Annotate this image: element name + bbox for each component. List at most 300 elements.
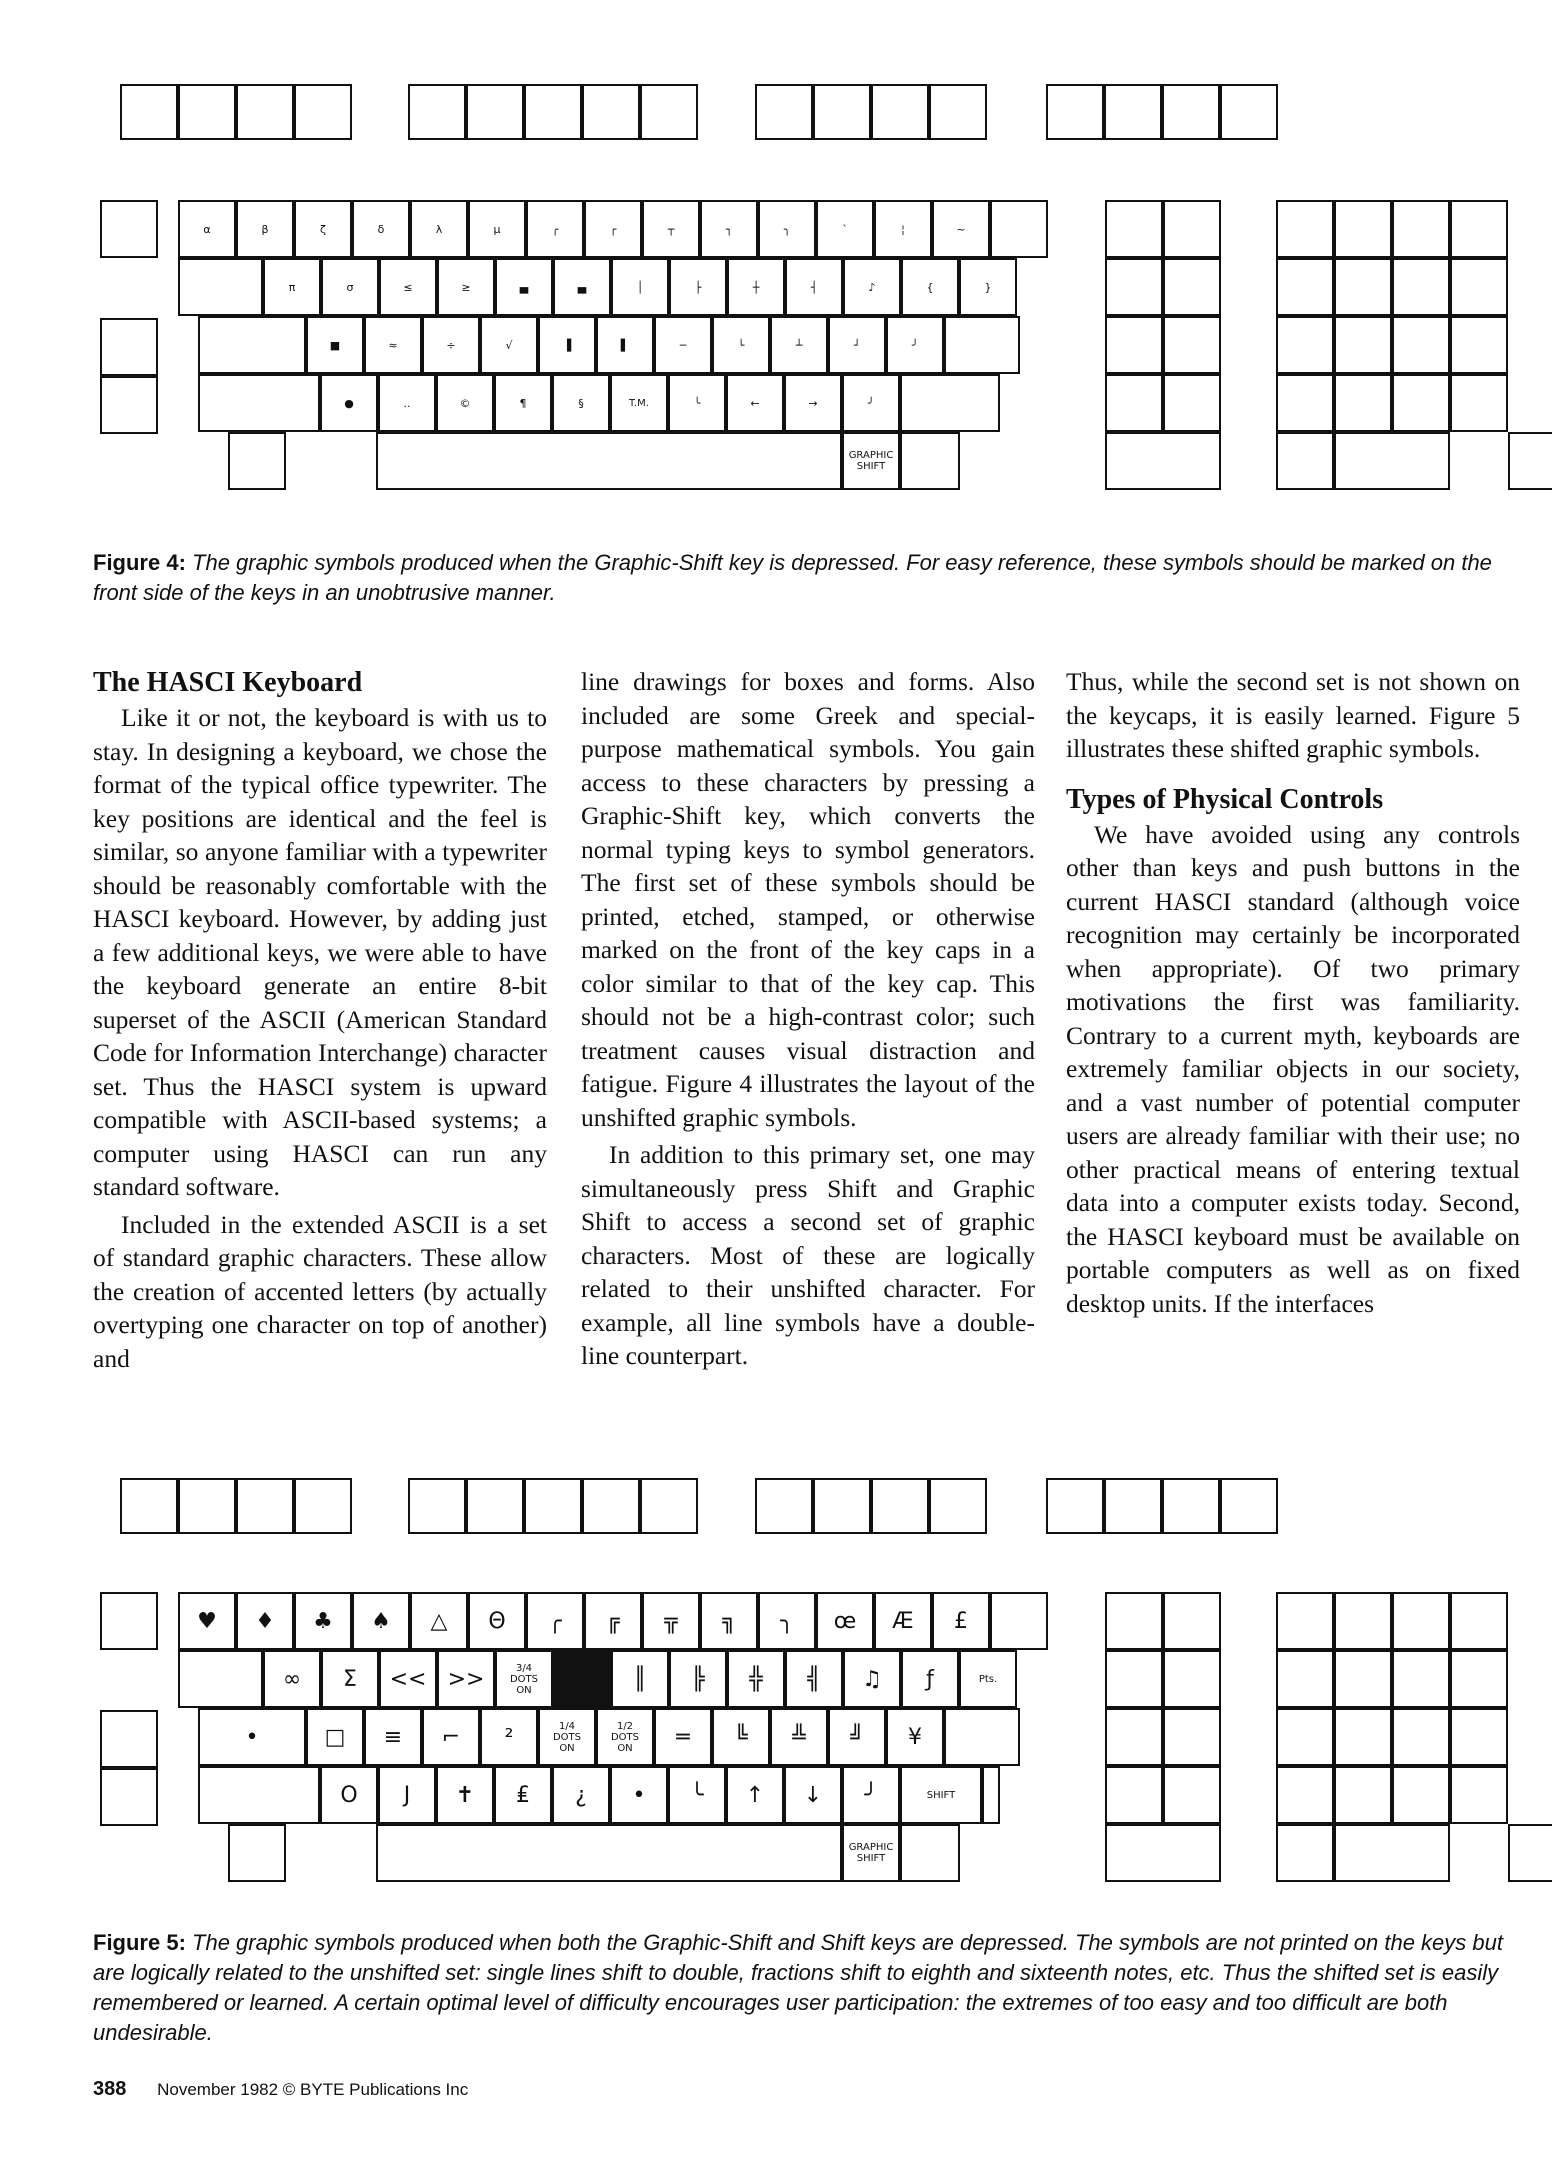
- symbol-key: [480, 316, 538, 374]
- function-key: [466, 1478, 524, 1534]
- figure-4-keyboard: [0, 0, 1552, 500]
- key-label: T.M.: [629, 397, 649, 409]
- column-2: [581, 665, 1035, 1373]
- pad-key: [1163, 1766, 1221, 1824]
- key-label: ┼: [752, 280, 760, 294]
- key-label: £: [954, 1608, 968, 1634]
- key-label: ╚: [734, 1724, 748, 1750]
- heading-hasci-keyboard: The HASCI Keyboard: [93, 667, 363, 698]
- symbol-key: [611, 258, 669, 316]
- symbol-key: [816, 1592, 874, 1650]
- key-label: ╩: [792, 1724, 806, 1750]
- pad-key: [1450, 1650, 1508, 1708]
- figure-4-caption-text: The graphic symbols produced when the Graphic-Shift key is depressed. For easy reference, these symbols should be marked on the front side of the keys in an unobtrusive manner.: [93, 550, 1492, 605]
- pad-key: [1105, 1650, 1163, 1708]
- symbol-key: [727, 258, 785, 316]
- bottom-key: [228, 1824, 286, 1882]
- pad-key: [1105, 1592, 1163, 1650]
- key-label: ═: [676, 1724, 690, 1750]
- key-label: ~: [956, 222, 966, 236]
- paragraph-3: In addition to this primary set, one may simultaneously press Shift and Graphic Shift to access a second set of graphic characters. Most of these are logically related to their unshifted character. For example, all line symbols have a double-line counterpart.: [581, 1140, 1035, 1370]
- side-key: [100, 200, 158, 258]
- pad-key: [1450, 316, 1508, 374]
- symbol-key: [468, 200, 526, 258]
- key-label: □: [324, 1724, 346, 1750]
- symbol-key: [712, 316, 770, 374]
- function-key: [236, 84, 294, 140]
- symbol-key: [770, 1708, 828, 1766]
- pad-key: [1105, 432, 1221, 490]
- symbol-key: [410, 200, 468, 258]
- key-label: ╬: [749, 1666, 763, 1692]
- side-key: [100, 1592, 158, 1650]
- function-key: [178, 1478, 236, 1534]
- key-label: ©: [459, 396, 471, 410]
- key-label: <<: [389, 1666, 427, 1692]
- function-key: [1046, 84, 1104, 140]
- pad-key: [1392, 374, 1450, 432]
- function-key: [871, 1478, 929, 1534]
- key-label: ─: [679, 338, 687, 352]
- symbol-key: [422, 1708, 480, 1766]
- pad-key: [1334, 1766, 1392, 1824]
- figure-5-caption: [93, 1928, 1518, 2048]
- key-label: ƒ: [926, 1666, 934, 1692]
- pad-key: [1334, 432, 1450, 490]
- pad-key: [1334, 1708, 1392, 1766]
- symbol-key: [843, 1650, 901, 1708]
- key-label: ♦: [255, 1608, 275, 1634]
- symbol-key: [959, 258, 1017, 316]
- key-label: ╯: [911, 338, 919, 352]
- key-label: α: [203, 222, 211, 236]
- key-label: ²: [504, 1724, 514, 1750]
- pad-key: [1450, 1592, 1508, 1650]
- pad-key: [1392, 1708, 1450, 1766]
- key-label: >>: [447, 1666, 485, 1692]
- symbol-key: [584, 200, 642, 258]
- key-label: O: [340, 1782, 358, 1808]
- symbol-key: [495, 258, 553, 316]
- shift-key: [900, 374, 1000, 432]
- function-key: [524, 84, 582, 140]
- function-key: [120, 1478, 178, 1534]
- paragraph-2: Included in the extended ASCII is a set of standard graphic characters. These allow the creation of accented letters (by actually overtyping one character on top of another) and: [93, 1209, 547, 1373]
- key-label: ♣: [313, 1608, 333, 1634]
- side-key: [100, 376, 158, 434]
- function-key: [755, 84, 813, 140]
- shift-key: [198, 1766, 320, 1824]
- key-label: ¦: [901, 222, 905, 236]
- key-label: ╮: [783, 222, 791, 236]
- key-label: ↓: [803, 1782, 823, 1808]
- function-key: [1104, 84, 1162, 140]
- key-label: ♠: [371, 1608, 391, 1634]
- key-label: ¥: [908, 1724, 922, 1750]
- key-label: §: [578, 396, 584, 410]
- pad-key: [1334, 316, 1392, 374]
- pad-key: [1276, 1766, 1334, 1824]
- key-label: ╭: [551, 222, 559, 236]
- key-label: ┤: [810, 280, 818, 294]
- pad-key: [1163, 1650, 1221, 1708]
- symbol-key: [468, 1592, 526, 1650]
- symbol-key: [610, 374, 668, 432]
- symbol-key: [437, 1650, 495, 1708]
- return-key: [944, 1708, 1020, 1766]
- key-label: ┴: [795, 338, 803, 352]
- key-label: ┘: [853, 338, 861, 352]
- symbol-key: [886, 316, 944, 374]
- function-key: [813, 84, 871, 140]
- symbol-key: [320, 1766, 378, 1824]
- pad-key: [1334, 1650, 1392, 1708]
- key-label: ▄: [577, 280, 587, 294]
- symbol-key: [552, 1766, 610, 1824]
- key-label: SHIFT: [926, 1789, 956, 1801]
- pad-key: [1392, 316, 1450, 374]
- pad-key: [1276, 1708, 1334, 1766]
- key-label: σ: [346, 280, 354, 294]
- symbol-key: [874, 200, 932, 258]
- tab-key: [178, 1650, 263, 1708]
- key-label: {: [926, 280, 934, 294]
- figure-5-label: Figure 5:: [93, 1930, 186, 1955]
- symbol-key: [320, 374, 378, 432]
- symbol-key: [178, 200, 236, 258]
- key-label: ╯: [864, 1782, 878, 1808]
- key-label: ..: [403, 396, 411, 410]
- side-key: [100, 318, 158, 376]
- graphic-shift-key: [842, 1824, 900, 1882]
- function-key: [871, 84, 929, 140]
- bottom-key: [900, 1824, 960, 1882]
- pad-key: [1105, 200, 1163, 258]
- caps-key: [198, 1708, 306, 1766]
- return-key: [944, 316, 1020, 374]
- symbol-key: [654, 316, 712, 374]
- pad-key: [1105, 1824, 1221, 1882]
- symbol-key: [553, 1650, 611, 1708]
- symbol-key: [306, 316, 364, 374]
- key-label: ←: [750, 396, 760, 410]
- symbol-key: [321, 1650, 379, 1708]
- symbol-key: [901, 1650, 959, 1708]
- pad-key: [1276, 316, 1334, 374]
- symbol-key: [843, 258, 901, 316]
- key-label: ▄: [519, 280, 529, 294]
- symbol-key: [712, 1708, 770, 1766]
- symbol-key: [436, 1766, 494, 1824]
- key-label: ζ: [320, 222, 326, 236]
- symbol-key: [422, 316, 480, 374]
- key-label: ✝: [455, 1782, 475, 1808]
- symbol-key: [379, 258, 437, 316]
- symbol-key: [236, 200, 294, 258]
- function-key: [1220, 1478, 1278, 1534]
- symbol-key: [236, 1592, 294, 1650]
- symbol-key: [364, 1708, 422, 1766]
- symbol-key: [727, 1650, 785, 1708]
- symbol-key: [758, 1592, 816, 1650]
- page-number: 388: [93, 2078, 127, 2100]
- symbol-key: [828, 1708, 886, 1766]
- symbol-key: [552, 374, 610, 432]
- side-key: [100, 1710, 158, 1768]
- key-label: œ: [833, 1608, 857, 1634]
- symbol-key: [785, 1650, 843, 1708]
- function-key: [640, 84, 698, 140]
- symbol-key: [538, 316, 596, 374]
- symbol-key: [784, 374, 842, 432]
- symbol-key: [538, 1708, 596, 1766]
- symbol-key: [379, 1650, 437, 1708]
- key-label: μ: [493, 222, 501, 236]
- pad-key: [1105, 1708, 1163, 1766]
- pad-key: [1392, 1650, 1450, 1708]
- pad-key: [1334, 374, 1392, 432]
- key: [990, 1592, 1048, 1650]
- key-label: }: [984, 280, 992, 294]
- key-label: ∞: [282, 1666, 302, 1692]
- pad-key: [1276, 374, 1334, 432]
- function-key: [408, 84, 466, 140]
- pad-key: [1392, 1766, 1450, 1824]
- symbol-key: [828, 316, 886, 374]
- pad-key: [1450, 1708, 1508, 1766]
- key-label: Pts.: [978, 1673, 998, 1685]
- function-key: [120, 84, 178, 140]
- symbol-key: [526, 200, 584, 258]
- paragraph-4: We have avoided using any controls other than keys and push buttons in the current HASCI standard (although voice recognition may certainly be incorporated when appropriate). Of two primary motivations the first was familiarity. Contrary to a current myth, keyboards are extremely familiar objects in our society, and a vast number of potential computer users are already familiar with their use; no other practical means of entering textual data into a computer exists today. Second, the HASCI keyboard must be available on portable computers as well as on fixed desktop units. If the interfaces: [1066, 819, 1520, 1318]
- pad-key: [1334, 1824, 1450, 1882]
- key-label: ♫: [862, 1666, 882, 1692]
- key-label: ●: [344, 396, 354, 410]
- key-label: ≡: [383, 1724, 403, 1750]
- key-label: ↑: [745, 1782, 765, 1808]
- function-key: [524, 1478, 582, 1534]
- pad-key: [1508, 1824, 1552, 1882]
- symbol-key: [410, 1592, 468, 1650]
- key-label: ╰: [690, 1782, 704, 1808]
- function-key: [1046, 1478, 1104, 1534]
- shift-key: [198, 374, 320, 432]
- key-label: →: [808, 396, 818, 410]
- pad-key: [1276, 1650, 1334, 1708]
- key-label: •: [632, 1782, 646, 1808]
- symbol-key: [553, 258, 611, 316]
- pad-key: [1276, 432, 1334, 490]
- symbol-key: [494, 1766, 552, 1824]
- symbol-key: [669, 258, 727, 316]
- function-key: [929, 84, 987, 140]
- key-label: ╮: [780, 1608, 794, 1634]
- symbol-key: [785, 258, 843, 316]
- heading-physical-controls: Types of Physical Controls: [1066, 783, 1384, 815]
- symbol-key: [437, 258, 495, 316]
- symbol-key: [842, 374, 900, 432]
- symbol-key: [610, 1766, 668, 1824]
- key-label: ║: [633, 1666, 647, 1692]
- figure-4-caption: [93, 548, 1518, 608]
- symbol-key: [263, 1650, 321, 1708]
- function-key: [466, 84, 524, 140]
- symbol-key: [654, 1708, 712, 1766]
- key-label: ┬: [667, 222, 675, 236]
- key-label: ├: [694, 280, 702, 294]
- paragraph-2-continued: line drawings for boxes and forms. Also included are some Greek and special-purpose mathematical symbols. You gain access to these characters by pressing a Graphic-Shift key, which converts the normal typing keys to symbol generators. The first set of these symbols should be printed, etched, stamped, or otherwise marked on the front of the key caps in a color similar to that of the key cap. This should not be a high-contrast color; such treatment causes visual distraction and fatigue. Figure 4 illustrates the layout of the unshifted graphic symbols.: [581, 667, 1035, 1132]
- pad-key: [1392, 258, 1450, 316]
- paragraph-3-continued: Thus, while the second set is not shown on the keycaps, it is easily learned. Figure 5 illustrates these shifted graphic symbols.: [1066, 667, 1520, 763]
- symbol-key: [700, 200, 758, 258]
- key-label: ≤: [403, 280, 413, 294]
- key-label: ╯: [867, 396, 875, 410]
- bottom-key: [228, 432, 286, 490]
- symbol-key: [596, 316, 654, 374]
- pad-key: [1450, 374, 1508, 432]
- pad-key: [1276, 200, 1334, 258]
- function-key: [178, 84, 236, 140]
- function-key: [408, 1478, 466, 1534]
- pad-key: [1334, 1592, 1392, 1650]
- symbol-key: [263, 258, 321, 316]
- pad-key: [1163, 1708, 1221, 1766]
- symbol-key: [378, 1766, 436, 1824]
- function-key: [1162, 84, 1220, 140]
- key-label: │: [636, 280, 644, 294]
- symbol-key: [306, 1708, 364, 1766]
- key-label: △: [430, 1608, 448, 1634]
- pad-key: [1105, 258, 1163, 316]
- key-label: ♥: [197, 1608, 217, 1634]
- symbol-key: [526, 1592, 584, 1650]
- key-label: ₤: [516, 1782, 530, 1808]
- figure-5-keyboard: [0, 1470, 1552, 1890]
- space-bar: [376, 432, 842, 490]
- function-key: [1220, 84, 1278, 140]
- key-label: •: [245, 1724, 259, 1750]
- key-label: ■: [329, 338, 341, 352]
- symbol-key: [770, 316, 828, 374]
- pad-key: [1163, 200, 1221, 258]
- pad-key: [1450, 258, 1508, 316]
- key-label: ▐: [562, 338, 572, 352]
- symbol-key: [700, 1592, 758, 1650]
- key-label: ╦: [664, 1608, 678, 1634]
- symbol-key: [642, 1592, 700, 1650]
- pad-key: [1163, 258, 1221, 316]
- function-key: [582, 1478, 640, 1534]
- symbol-key: [900, 1766, 982, 1824]
- pad-key: [1334, 200, 1392, 258]
- key-label: ╣: [807, 1666, 821, 1692]
- key-label: Σ: [343, 1666, 357, 1692]
- function-key: [1104, 1478, 1162, 1534]
- key: [990, 200, 1048, 258]
- pad-key: [1105, 374, 1163, 432]
- symbol-key: [495, 1650, 553, 1708]
- symbol-key: [178, 1592, 236, 1650]
- key-label: √: [505, 338, 513, 352]
- symbol-key: [784, 1766, 842, 1824]
- tab-key: [178, 258, 263, 316]
- shift-key: [982, 1766, 1000, 1824]
- key-label: ♪: [868, 280, 876, 294]
- key-label: ┐: [725, 222, 733, 236]
- symbol-key: [932, 1592, 990, 1650]
- pad-key: [1392, 1592, 1450, 1650]
- key-label: 1/4 DOTS ON: [552, 1720, 582, 1754]
- key-label: ⌐: [441, 1724, 461, 1750]
- pad-key: [1276, 1824, 1334, 1882]
- function-key: [929, 1478, 987, 1534]
- key-label: ╰: [693, 396, 701, 410]
- symbol-key: [596, 1708, 654, 1766]
- symbol-key: [494, 374, 552, 432]
- symbol-key: [886, 1708, 944, 1766]
- symbol-key: [669, 1650, 727, 1708]
- key-label: ÷: [446, 338, 456, 352]
- pad-key: [1276, 1592, 1334, 1650]
- key-label: Æ: [892, 1608, 914, 1634]
- side-key: [100, 1768, 158, 1826]
- key-label: ╗: [722, 1608, 736, 1634]
- key-label: ¶: [519, 396, 527, 410]
- figure-5-caption-text: The graphic symbols produced when both the Graphic-Shift and Shift keys are depressed. The symbols are not printed on the keys but are logically related to the unshifted set: single lines shift to double, fractions shift to eighth and sixteenth notes, etc. Thus the shifted set is easily remembered or learned. A certain optimal level of difficulty encourages user participation: the extremes of too easy and too difficult are both undesirable.: [93, 1930, 1503, 2045]
- pad-key: [1450, 1766, 1508, 1824]
- function-key: [813, 1478, 871, 1534]
- column-3: [1066, 665, 1520, 1320]
- symbol-key: [364, 316, 422, 374]
- symbol-key: [294, 1592, 352, 1650]
- pad-key: [1105, 316, 1163, 374]
- symbol-key: [584, 1592, 642, 1650]
- symbol-key: [611, 1650, 669, 1708]
- key-label: └: [737, 338, 745, 352]
- symbol-key: [352, 200, 410, 258]
- column-1: [93, 665, 547, 1375]
- key-label: 1/2 DOTS ON: [610, 1720, 640, 1754]
- page-footer: [93, 2078, 468, 2101]
- symbol-key: [294, 200, 352, 258]
- bottom-key: [900, 432, 960, 490]
- symbol-key: [842, 1766, 900, 1824]
- pad-key: [1276, 258, 1334, 316]
- key-label: ≥: [461, 280, 471, 294]
- key-label: ╔: [606, 1608, 620, 1634]
- caps-key: [198, 316, 306, 374]
- function-key: [582, 84, 640, 140]
- symbol-key: [378, 374, 436, 432]
- paragraph-1: Like it or not, the keyboard is with us to stay. In designing a keyboard, we chose the format of the typical office typewriter. The key positions are identical and the feel is similar, so anyone familiar with a typewriter should be reasonably comfortable with the HASCI keyboard. However, by adding just a few additional keys, we were able to have the keyboard generate an entire 8-bit superset of the ASCII (American Standard Code for Information Interchange) character set. Thus the HASCI system is upward compatible with ASCII-based systems; a computer using HASCI can run any standard software.: [93, 703, 547, 1201]
- key-label: 3/4 DOTS ON: [509, 1662, 539, 1696]
- key-label: ╝: [850, 1724, 864, 1750]
- symbol-key: [642, 200, 700, 258]
- symbol-key: [816, 200, 874, 258]
- symbol-key: [352, 1592, 410, 1650]
- key-label: π: [288, 280, 296, 294]
- key-label: δ: [377, 222, 385, 236]
- pad-key: [1163, 1592, 1221, 1650]
- key-label: ┌: [609, 222, 617, 236]
- key-label: `: [842, 222, 848, 236]
- key-label: ╠: [691, 1666, 705, 1692]
- graphic-shift-key: [842, 432, 900, 490]
- key-label: ≈: [388, 338, 398, 352]
- pad-key: [1334, 258, 1392, 316]
- function-key: [294, 1478, 352, 1534]
- key-label: J: [403, 1782, 411, 1808]
